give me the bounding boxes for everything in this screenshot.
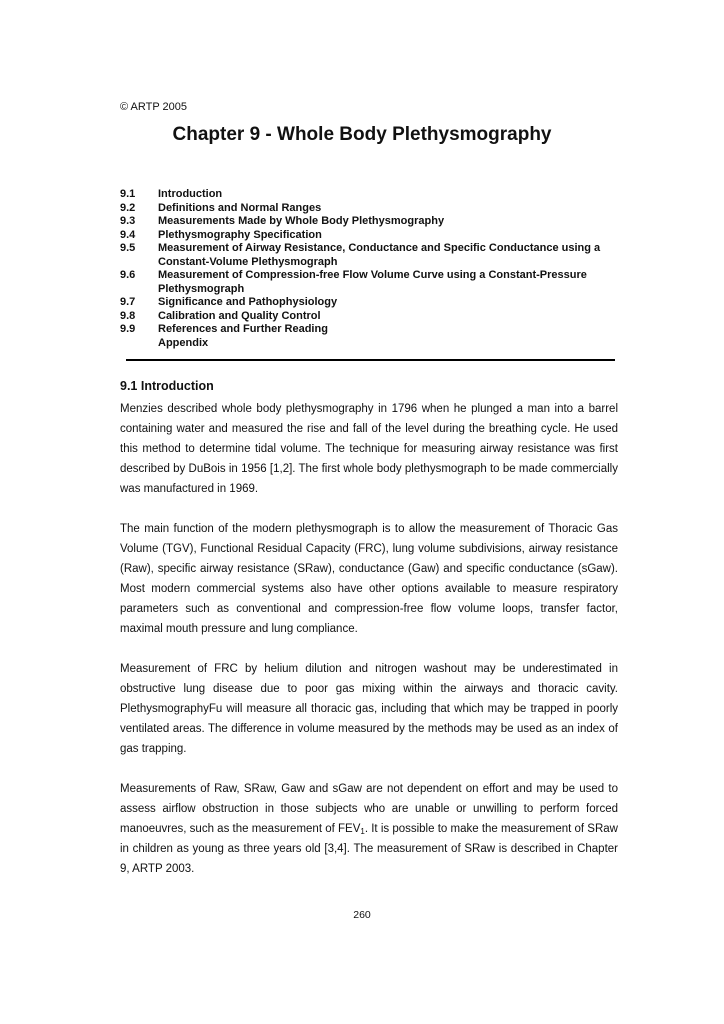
toc-item[interactable] [120,337,640,351]
toc-number: 9.7 [120,296,136,308]
paragraph: Measurement of FRC by helium dilution and nitrogen washout may be underestimated in obstructive lung disease due to poor gas mixing within the airways and thoracic cavity. PlethysmographyFu will measure all thoracic gas, including that which may be trapped in poorly ventilated areas. The difference in volume measured by the methods may be used as an index of gas trapping. [120,663,618,755]
toc-item[interactable] [120,202,640,216]
toc-number: 9.9 [120,323,136,335]
toc-number: 9.1 [120,188,136,200]
table-of-contents [120,188,640,350]
toc-item[interactable] [120,269,640,296]
toc-label: Plethysmography Specification [158,228,322,241]
toc-label: Definitions and Normal Ranges [158,201,322,214]
paragraph: Menzies described whole body plethysmography in 1796 when he plunged a man into a barrel containing water and measured the rise and fall of the level during the breathing cycle. He used this method to determine tidal volume. The technique for measuring airway resistance was first described by DuBois in 1956 [1,2]. The first whole body plethysmograph to be made commercially was manufactured in 1969. [120,403,618,495]
toc-number: 9.4 [120,228,136,241]
paragraph-text: . It is possible to make the measurement of SRaw in children as young as three years old [3,4]. The measurement of SRaw is described in Chapter 9, ARTP 2003. [120,823,618,875]
toc-number: 9.3 [120,215,136,227]
copyright-notice: © ARTP 2005 [120,101,188,113]
toc-label: Measurement of Airway Resistance, Conductance and Specific Conductance using a Constant-Volume Plethysmograph [158,242,601,268]
paragraph-text: Measurements of Raw, SRaw, Gaw and sGaw are not dependent on effort and may be used to assess airflow obstruction in those subjects who are unable or unwilling to perform forced manoeuvres, such as the measurement of FEV [120,783,618,835]
toc-number: 9.2 [120,201,136,214]
section-heading: 9.1 Introduction [120,379,214,393]
toc-label: References and Further Reading [158,323,328,335]
toc-label: Calibration and Quality Control [158,309,321,322]
paragraph: The main function of the modern plethysmograph is to allow the measurement of Thoracic Gas Volume (TGV), Functional Residual Capacity (FRC), lung volume subdivisions, airway resistance (Raw), specific airway resistance (SRaw), conductance (Gaw) and specific conductance (sGaw). Most modern commercial systems also have other options available to measure respiratory parameters such as conventional and compression-free flow volume loops, transfer factor, maximal mouth pressure and lung compliance. [120,523,618,635]
toc-number: 9.8 [120,309,136,322]
toc-label: Measurements Made by Whole Body Plethysmography [158,215,445,227]
page-number: 260 [353,909,371,921]
toc-label: Introduction [158,188,223,200]
toc-number [120,337,158,351]
toc-item[interactable] [120,188,640,202]
toc-label: Significance and Pathophysiology [158,296,338,308]
toc-item[interactable] [120,242,640,269]
subscript: 1 [360,827,365,836]
paragraph [120,779,618,879]
toc-number: 9.6 [120,269,136,281]
section-body [120,399,618,899]
toc-item[interactable] [120,215,640,229]
toc-item[interactable] [120,296,640,310]
chapter-title: Chapter 9 - Whole Body Plethysmography [172,124,552,145]
toc-item[interactable] [120,310,640,324]
toc-label: Appendix [158,336,209,349]
toc-label: Measurement of Compression-free Flow Volume Curve using a Constant-Pressure Plethysmograph [158,269,587,295]
toc-item[interactable] [120,323,640,337]
toc-item[interactable] [120,229,640,243]
section-divider [126,359,615,361]
toc-number: 9.5 [120,242,136,254]
